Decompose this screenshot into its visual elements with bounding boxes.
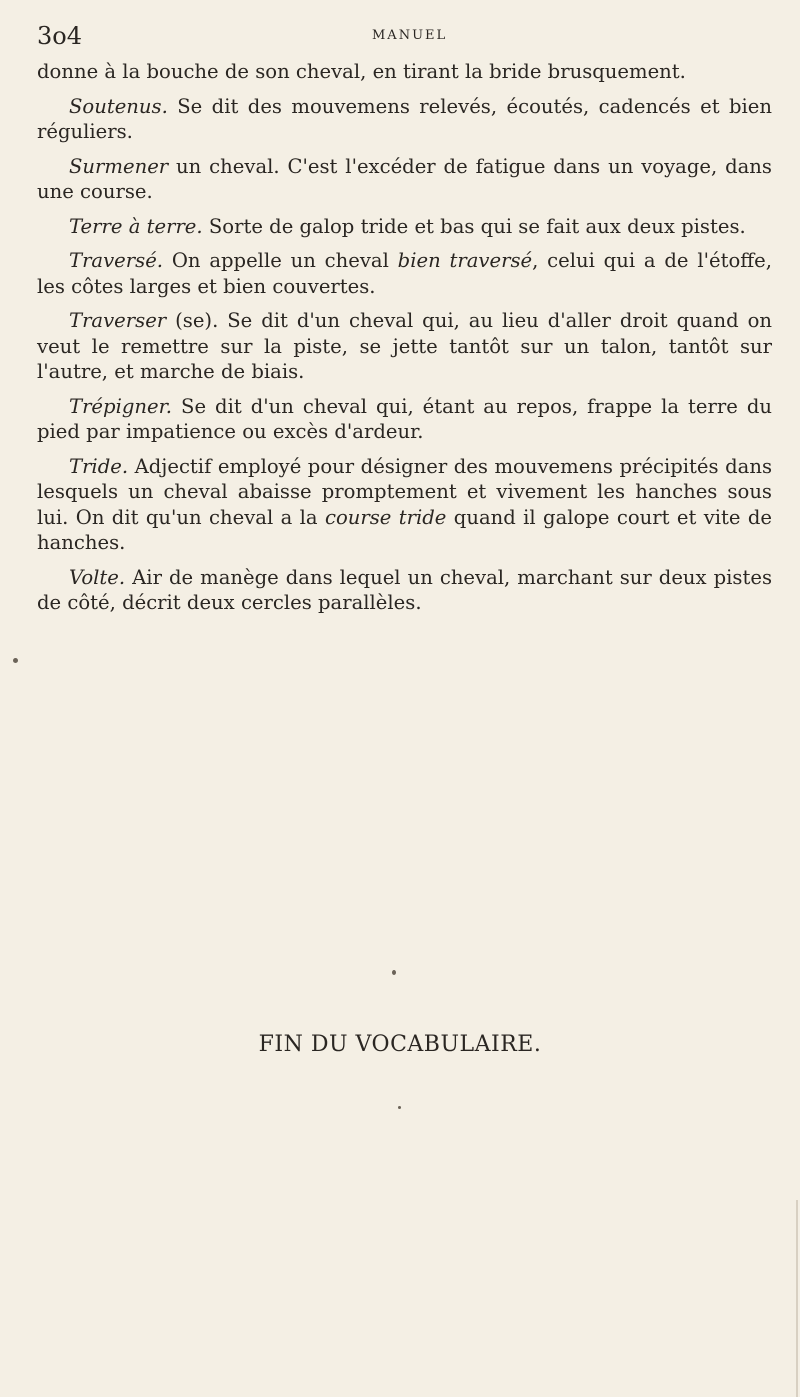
entry-term: Trépigner. xyxy=(69,394,173,418)
entry-emphasis: course tride xyxy=(324,505,447,529)
page-number: 3o4 xyxy=(37,22,82,50)
entry-trepigner xyxy=(37,394,772,445)
entry-term: Terre à terre. xyxy=(69,214,203,238)
running-title: MANUEL xyxy=(372,28,448,43)
entry-term: Tride. xyxy=(69,454,129,478)
entry-term: Traversé. xyxy=(69,249,164,272)
entry-definition-end: , celui qui a de l'étoffe, les côtes larges et bien couvertes. xyxy=(37,249,772,298)
entry-emphasis: bien traversé xyxy=(397,249,533,272)
entry-soutenus xyxy=(37,94,772,145)
entry-term: Traverser xyxy=(69,309,167,332)
page-edge xyxy=(796,1200,798,1397)
entry-term: Volte. xyxy=(69,565,126,589)
ink-speck xyxy=(392,970,396,975)
entry-term: Soutenus. xyxy=(69,94,168,118)
entry-definition: On appelle un cheval xyxy=(163,249,398,272)
end-title: FIN DU VOCABULAIRE. xyxy=(258,1032,542,1057)
entry-continuation: donne à la bouche de son cheval, en tirant la bride brusquement. xyxy=(37,60,686,83)
entry-surmener xyxy=(37,154,772,205)
running-head xyxy=(37,22,772,66)
entry-definition: Sorte de galop tride et bas qui se fait aux deux pistes. xyxy=(202,214,746,238)
entry-terre-a-terre xyxy=(37,214,772,240)
entry-definition: Se dit des mouvemens relevés, écoutés, cadencés et bien réguliers. xyxy=(37,94,772,143)
entry-traverse xyxy=(37,248,772,299)
ink-speck xyxy=(13,658,18,663)
ink-speck xyxy=(398,1106,401,1109)
entry-traverser xyxy=(37,308,772,385)
entry-volte xyxy=(37,565,772,616)
entry-term: Surmener xyxy=(69,154,169,178)
entry-definition: (se). Se dit d'un cheval qui, au lieu d'aller droit quand on veut le remettre sur la piste, se jette tantôt sur un talon, tantôt sur l'autre, et marche de biais. xyxy=(37,309,772,383)
entry-definition: Adjectif employé pour désigner des mouvemens précipités dans lesquels un cheval abaisse promptement et vivement les hanches sous lui. On dit qu'un cheval a la xyxy=(37,454,772,529)
entry-definition: un cheval. C'est l'excéder de fatigue dans un voyage, dans une course. xyxy=(37,154,772,203)
page-content xyxy=(37,22,772,616)
entry-definition: Air de manège dans lequel un cheval, marchant sur deux pistes de côté, décrit deux cercles parallèles. xyxy=(37,565,772,614)
entry-definition: Se dit d'un cheval qui, étant au repos, frappe la terre du pied par impatience ou excès d'ardeur. xyxy=(37,394,772,443)
entry-definition-end: quand il galope court et vite de hanches. xyxy=(37,505,773,554)
entry-tride xyxy=(37,454,772,556)
vocabulary-body xyxy=(37,59,772,616)
